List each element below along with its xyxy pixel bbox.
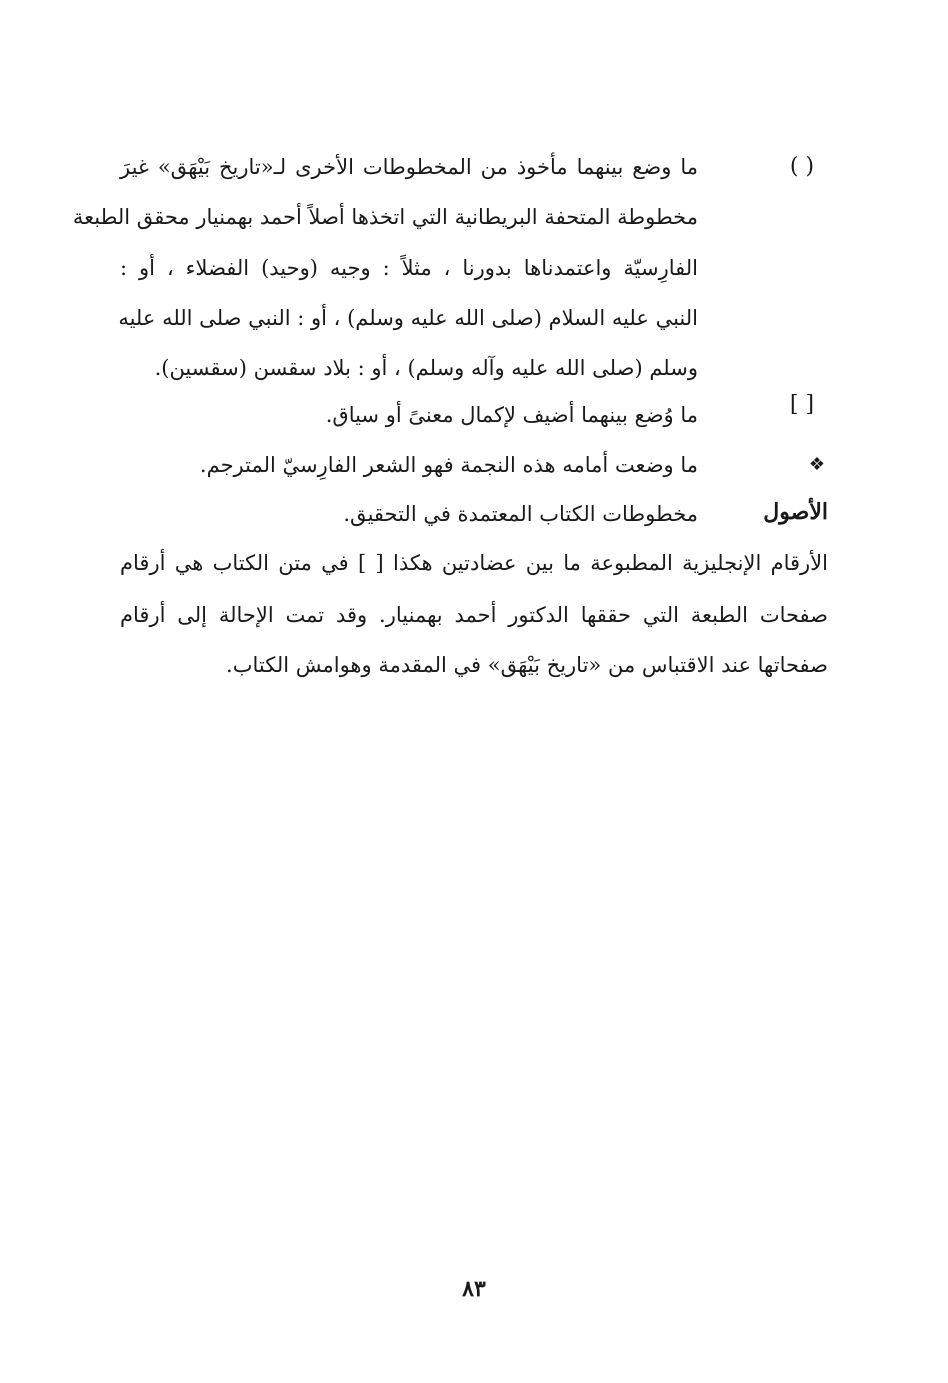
paragraph-line-2: صفحات الطبعة التي حققها الدكتور أحمد بهمنيار. وقد تمت الإحالة إلى أرقام xyxy=(120,603,828,627)
usul-term: الأصول xyxy=(763,499,828,525)
entry-parentheses-line-2: مخطوطة المتحفة البريطانية التي اتخذها أصلاً أحمد بهمنيار محقق الطبعة xyxy=(72,205,698,229)
paragraph-line-3: صفحاتها عند الاقتباس من «تاريخ بَيْهَق» في المقدمة وهوامش الكتاب. xyxy=(226,653,828,677)
page-number: ٨٣ xyxy=(462,1276,486,1302)
entry-parentheses-line-3: الفارِسيّة واعتمدناها بدورنا ، مثلاً : وجيه (وحيد) الفضلاء ، أو : xyxy=(120,256,698,280)
paragraph-line-1: الأرقام الإنجليزية المطبوعة ما بين عضادتين هكذا [ ] في متن الكتاب هي أرقام xyxy=(120,551,828,575)
entry-brackets-line-1: ما وُضع بينهما أضيف لإكمال معنىً أو سياق. xyxy=(325,403,698,427)
entry-parentheses-line-4: النبي عليه السلام (صلى الله عليه وسلم) ، أو : النبي صلى الله عليه xyxy=(118,306,698,330)
entry-parentheses-line-5: وسلم (صلى الله عليه وآله وسلم) ، أو : بلاد سقسن (سقسين). xyxy=(154,356,698,380)
square-brackets-marker: [ ] xyxy=(789,392,815,417)
usul-definition: مخطوطات الكتاب المعتمدة في التحقيق. xyxy=(343,502,698,526)
star-marker-icon: ❖ xyxy=(808,454,826,475)
entry-star-line-1: ما وضعت أمامه هذه النجمة فهو الشعر الفارِسيّ المترجم. xyxy=(199,453,698,477)
parentheses-marker: ( ) xyxy=(789,154,815,179)
entry-parentheses-line-1: ما وضع بينهما مأخوذ من المخطوطات الأخرى لـ«تاريخ بَيْهَق» غيرَ xyxy=(120,155,698,179)
